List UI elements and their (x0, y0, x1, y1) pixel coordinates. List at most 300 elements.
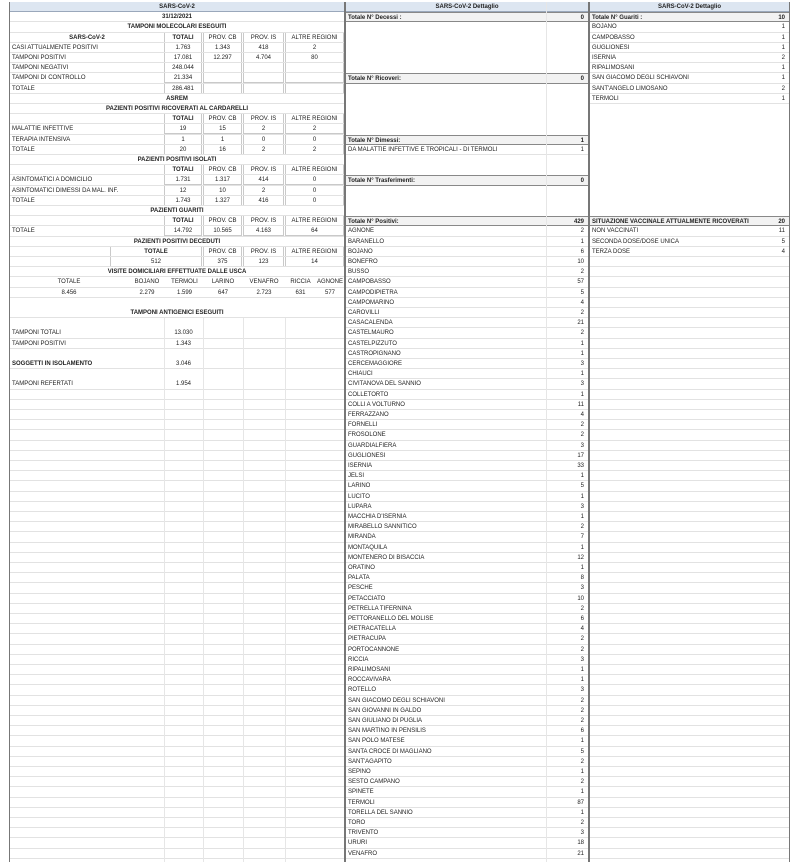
comune-row (346, 818, 588, 828)
comune-name: SEPINO (348, 769, 371, 775)
section-title: TAMPONI MOLECOLARI ESEGUITI (127, 24, 227, 31)
comune-value: 18 (577, 840, 584, 847)
table-row (10, 379, 344, 389)
empty-row (590, 420, 789, 430)
value-cell: 17.081 (164, 53, 202, 63)
comune-row (346, 379, 588, 389)
value-cell: 0 (285, 186, 344, 196)
empty-row (10, 563, 344, 573)
empty-row (590, 390, 789, 400)
row-label: TAMPONI REFERTATI (12, 381, 73, 388)
empty-row (590, 471, 789, 481)
empty-row (590, 563, 789, 573)
column-header: TOTALE (110, 247, 202, 257)
empty-row (10, 736, 344, 746)
comune-row (346, 828, 588, 838)
comune-row (346, 747, 588, 757)
comune-row (346, 226, 588, 236)
comune-row (346, 502, 588, 512)
total-value: 10 (778, 15, 785, 22)
comune-name: FERRAZZANO (348, 412, 389, 418)
empty-row (590, 543, 789, 553)
empty-row (10, 492, 344, 502)
comune-name: LARINO (348, 483, 371, 490)
empty-row (10, 747, 344, 757)
comune-name: CASTROPIGNANO (348, 350, 401, 357)
column-header: PROV. CB (203, 216, 242, 226)
comune-name: TERMOLI (348, 799, 375, 806)
empty-row (590, 838, 789, 848)
comune-row (346, 420, 588, 430)
table-row (10, 339, 344, 349)
empty-row (590, 451, 789, 461)
row-label: TAMPONI TOTALI (12, 330, 61, 337)
comune-value: 4 (580, 626, 584, 633)
comune-row (346, 349, 588, 359)
empty-row (10, 706, 344, 716)
comune-row (346, 441, 588, 451)
column-header: AGNONE (316, 279, 343, 286)
comune-name: SAN GIULIANO DI PUGLIA (348, 718, 423, 724)
comune-name: GUARDIALFIERA (348, 442, 397, 449)
value-cell: 375 (203, 257, 242, 267)
value-cell: 647 (217, 289, 228, 296)
comune-value: 2 (580, 707, 584, 714)
section-title: PAZIENTI GUARITI (150, 208, 204, 214)
section-title (10, 155, 344, 165)
value-cell: 14 (285, 257, 344, 267)
comune-name: CASTELMAURO (348, 330, 394, 337)
comune-row (346, 288, 588, 298)
empty-row (10, 400, 344, 410)
row-label: TAMPONI DI CONTROLLO (12, 75, 86, 82)
guariti-item (590, 33, 789, 43)
value-cell: 20 (164, 145, 202, 155)
column-header: PROV. IS (243, 247, 284, 257)
comune-value: 1 (580, 473, 584, 480)
trasferimenti-row (346, 175, 588, 185)
empty-row (590, 502, 789, 512)
comune-name: CASTELPIZZUTO (348, 340, 397, 347)
row-label: CASI ATTUALMENTE POSITIVI (12, 44, 98, 51)
value-cell: 21.334 (164, 73, 202, 83)
vaccinale-item (590, 237, 789, 247)
empty-row (10, 451, 344, 461)
value-cell: 10 (203, 186, 242, 196)
comune-name: SAN MARTINO IN PENSILIS (348, 728, 426, 735)
vaccinale-row (590, 216, 789, 226)
value-cell: 0 (243, 135, 284, 145)
comune-name: GUGLIONESI (592, 44, 630, 51)
total-value: 0 (580, 76, 584, 83)
empty-row (10, 410, 344, 420)
comune-name: BOJANO (592, 24, 617, 31)
empty-row (590, 441, 789, 451)
comune-row (346, 838, 588, 848)
value-cell: 12 (164, 186, 202, 196)
comune-value: 1 (781, 24, 785, 31)
section-title (10, 308, 344, 318)
comune-name: PETRELLA TIFERNINA (348, 605, 412, 612)
comune-name: CIVITANOVA DEL SANNIO (348, 381, 421, 388)
comune-row (346, 277, 588, 287)
section-title: PAZIENTI POSITIVI ISOLATI (137, 157, 217, 163)
guariti-item (590, 53, 789, 63)
comune-value: 1 (580, 238, 584, 245)
empty-row (590, 512, 789, 522)
empty-row (10, 696, 344, 706)
empty-row (10, 573, 344, 583)
positivi-row (346, 216, 588, 226)
guariti-item (590, 94, 789, 104)
row-label: TOTALE (12, 197, 35, 204)
comune-name: RIPALIMOSANI (592, 65, 635, 72)
column-header: ALTRE REGIONI (285, 165, 344, 175)
empty-row (590, 573, 789, 583)
comune-value: 1 (580, 769, 584, 775)
comune-value: 2 (580, 228, 584, 235)
comune-row (346, 298, 588, 308)
comune-value: 21 (577, 320, 584, 327)
empty-row (10, 849, 344, 859)
comune-row (346, 634, 588, 644)
empty-row (10, 665, 344, 675)
comune-value: 5 (580, 748, 584, 755)
comune-value: 5 (580, 483, 584, 490)
comune-row (346, 512, 588, 522)
comune-row (346, 665, 588, 675)
column-header: LARINO (211, 279, 235, 286)
empty-row (10, 655, 344, 665)
comune-name: URURI (348, 840, 367, 847)
empty-row (10, 685, 344, 695)
empty-row (10, 390, 344, 400)
value-cell (285, 63, 344, 73)
column-header: PROV. IS (243, 216, 284, 226)
value-cell: 8.456 (61, 289, 77, 296)
empty-row (590, 818, 789, 828)
comune-value: 2 (580, 820, 584, 826)
empty-row (10, 838, 344, 848)
empty-row (590, 339, 789, 349)
empty-row (590, 369, 789, 379)
comune-row (346, 308, 588, 318)
value-cell: 416 (243, 196, 284, 206)
comune-name: ORATINO (348, 565, 375, 571)
comune-name: SESTO CAMPANO (348, 779, 400, 786)
comune-value: 1 (781, 95, 785, 102)
empty-row (590, 828, 789, 838)
comune-value: 1 (580, 340, 584, 347)
comune-row (346, 369, 588, 379)
comune-value: 2 (781, 55, 785, 61)
total-label: Totale N° Trasferimenti: (348, 178, 415, 185)
value-cell (243, 73, 284, 83)
comune-row (346, 696, 588, 706)
row-label: TOTALE (12, 85, 35, 92)
comune-row (346, 267, 588, 277)
right-header (590, 2, 789, 12)
total-value: 20 (778, 219, 785, 226)
comune-name: ISERNIA (592, 55, 617, 61)
section-title (10, 22, 344, 32)
comune-value: 17 (577, 452, 584, 459)
empty-row (10, 594, 344, 604)
empty-row (10, 624, 344, 634)
empty-row (590, 787, 789, 797)
empty-row (590, 747, 789, 757)
comune-row (346, 492, 588, 502)
middle-header (346, 2, 588, 12)
value-cell (243, 63, 284, 73)
comune-row (346, 471, 588, 481)
comune-name: FROSOLONE (348, 432, 386, 439)
comune-value: 4 (580, 299, 584, 306)
section-title (10, 206, 344, 216)
column-header: ALTRE REGIONI (285, 247, 344, 257)
value-cell: 10.565 (203, 226, 242, 236)
empty-row (10, 798, 344, 808)
comune-value: 2 (580, 758, 584, 765)
table-row (10, 288, 344, 298)
comune-row (346, 481, 588, 491)
comune-value: 1 (580, 514, 584, 520)
column-header: TOTALI (164, 114, 202, 124)
empty-row (590, 777, 789, 787)
comune-row (346, 390, 588, 400)
value-cell: 15 (203, 124, 242, 134)
value-cell: 1.343 (175, 340, 191, 347)
empty-row (10, 430, 344, 440)
empty-row (590, 767, 789, 777)
comune-name: ROTELLO (348, 687, 377, 694)
comune-name: PIETRACATELLA (348, 626, 396, 633)
guariti-item (590, 73, 789, 83)
comune-name: MACCHIA D'ISERNIA (348, 514, 407, 520)
comune-name: TRIVENTO (348, 830, 379, 837)
comune-value: 1 (580, 391, 584, 398)
value-cell: 2 (243, 186, 284, 196)
comune-name: CASACALENDA (348, 320, 393, 327)
row-label: SOGGETTI IN ISOLAMENTO (12, 361, 93, 367)
column-header: ALTRE REGIONI (285, 216, 344, 226)
comune-name: MIRABELLO SANNITICO (348, 524, 417, 531)
panel-title: SARS-CoV-2 Dettaglio (657, 4, 721, 10)
value-cell: 512 (110, 257, 202, 267)
value-cell: 64 (285, 226, 344, 236)
empty-row (590, 736, 789, 746)
comune-value: 3 (580, 503, 584, 510)
empty-row (10, 757, 344, 767)
comune-value: 2 (580, 605, 584, 612)
comune-value: 3 (580, 442, 584, 449)
comune-row (346, 614, 588, 624)
guariti-item (590, 22, 789, 32)
row-label: MALATTIE INFETTIVE (12, 126, 74, 133)
column-header: PROV. IS (243, 33, 284, 43)
empty-row (10, 512, 344, 522)
empty-row (10, 583, 344, 593)
column-header: VENAFRO (249, 279, 279, 286)
column-header: BOJANO (134, 279, 160, 286)
vaccine-status: SECONDA DOSE/DOSE UNICA (592, 238, 680, 245)
comune-name: SANT'AGAPITO (348, 758, 392, 765)
comune-value: 1 (580, 544, 584, 551)
value-cell (285, 84, 344, 94)
comune-name: CERCEMAGGIORE (348, 361, 403, 367)
row-label: TAMPONI POSITIVI (12, 55, 66, 61)
comune-name: MONTAQUILA (348, 544, 388, 551)
comune-row (346, 798, 588, 808)
comune-name: ROCCAVIVARA (348, 677, 391, 684)
empty-row (10, 726, 344, 736)
comune-row (346, 543, 588, 553)
value-cell: 2 (243, 145, 284, 155)
guariti-item (590, 84, 789, 94)
empty-row (590, 318, 789, 328)
comune-value: 1 (580, 371, 584, 378)
comune-value: 1 (580, 667, 584, 673)
row-label: TERAPIA INTENSIVA (12, 136, 71, 143)
table-row (10, 53, 344, 63)
comune-name: RICCIA (348, 656, 369, 663)
comune-value: 3 (580, 361, 584, 367)
empty-row (590, 634, 789, 644)
value-cell: 3.046 (175, 361, 191, 367)
comune-value: 2 (580, 432, 584, 439)
value-cell: 13.030 (174, 330, 193, 337)
comune-value: 8 (580, 575, 584, 582)
column-header: PROV. IS (243, 114, 284, 124)
value-cell: 418 (243, 43, 284, 53)
empty-row (590, 624, 789, 634)
table-row (10, 135, 344, 145)
value-cell: 4.704 (243, 53, 284, 63)
detail-value: 1 (580, 146, 584, 153)
comune-row (346, 685, 588, 695)
value-cell: 1.763 (164, 43, 202, 53)
value-cell: 1 (164, 135, 202, 145)
vaccine-count: 4 (781, 248, 785, 255)
vaccine-count: 11 (778, 228, 785, 235)
empty-row (10, 532, 344, 542)
panel-title: SARS-CoV-2 Dettaglio (435, 4, 499, 10)
decessi-row (346, 12, 588, 22)
vaccine-status: TERZA DOSE (592, 248, 631, 255)
comune-value: 3 (580, 687, 584, 694)
total-value: 0 (580, 15, 584, 22)
empty-row (590, 481, 789, 491)
table-row (10, 84, 344, 94)
empty-row (10, 461, 344, 471)
comune-value: 6 (580, 248, 584, 255)
table-header (10, 247, 344, 257)
comune-value: 1 (580, 677, 584, 684)
comune-name: SANTA CROCE DI MAGLIANO (348, 748, 432, 755)
comune-value: 1 (781, 65, 785, 72)
table-row (10, 63, 344, 73)
comune-row (346, 522, 588, 532)
empty-row (590, 645, 789, 655)
empty-row (10, 604, 344, 614)
table-header (10, 165, 344, 175)
empty-row (590, 267, 789, 277)
comune-value: 6 (580, 616, 584, 622)
empty-row (590, 726, 789, 736)
value-cell: 2.279 (139, 289, 155, 296)
empty-row (10, 675, 344, 685)
section-title: PAZIENTI POSITIVI DECEDUTI (133, 238, 221, 245)
table-row (10, 196, 344, 206)
comune-row (346, 430, 588, 440)
comune-name: SPINETE (348, 789, 374, 796)
section-title: VISITE DOMICILIARI EFFETTUATE DALLE USCA (107, 269, 247, 276)
empty-row (10, 777, 344, 787)
comune-name: ISERNIA (348, 463, 373, 469)
comune-name: TORELLA DEL SANNIO (348, 809, 413, 816)
comune-name: PALATA (348, 575, 370, 582)
column-header: ALTRE REGIONI (285, 114, 344, 124)
comune-row (346, 849, 588, 859)
row-label: TOTALE (12, 228, 35, 235)
empty-row (590, 604, 789, 614)
empty-row (10, 818, 344, 828)
comune-name: MONTENERO DI BISACCIA (348, 554, 425, 561)
empty-row (590, 583, 789, 593)
empty-row (590, 594, 789, 604)
empty-row (590, 308, 789, 318)
dimessi-row (346, 135, 588, 145)
comune-name: BUSSO (348, 269, 370, 276)
comune-name: LUCITO (348, 493, 370, 500)
value-cell (203, 73, 242, 83)
table-row (10, 328, 344, 338)
empty-row (590, 328, 789, 338)
comune-name: RIPALIMOSANI (348, 667, 391, 673)
empty-row (590, 614, 789, 624)
empty-row (590, 359, 789, 369)
comune-row (346, 339, 588, 349)
table-row (10, 359, 344, 369)
comune-name: PORTOCANNONE (348, 646, 400, 653)
row-label: ASINTOMATICI A DOMICILIO (12, 177, 93, 184)
empty-row (590, 675, 789, 685)
empty-row (590, 430, 789, 440)
empty-row (590, 696, 789, 706)
grid-line (164, 318, 165, 862)
comune-row (346, 237, 588, 247)
comune-value: 2 (580, 524, 584, 531)
empty-row (590, 522, 789, 532)
value-cell: 1.599 (176, 289, 192, 296)
comune-value: 1 (580, 565, 584, 571)
comune-value: 2 (580, 779, 584, 786)
guariti-item (590, 63, 789, 73)
comune-value: 7 (580, 534, 584, 541)
value-cell: 0 (285, 196, 344, 206)
guariti-item (590, 43, 789, 53)
comune-value: 1 (781, 44, 785, 51)
empty-row (590, 757, 789, 767)
detail-row (346, 145, 588, 155)
comune-value: 2 (580, 718, 584, 724)
empty-row (10, 808, 344, 818)
empty-row (590, 298, 789, 308)
value-cell: 16 (203, 145, 242, 155)
comune-name: SAN GIOVANNI IN GALDO (348, 707, 422, 714)
value-cell: 286.481 (164, 84, 202, 94)
value-cell: 1.343 (203, 43, 242, 53)
